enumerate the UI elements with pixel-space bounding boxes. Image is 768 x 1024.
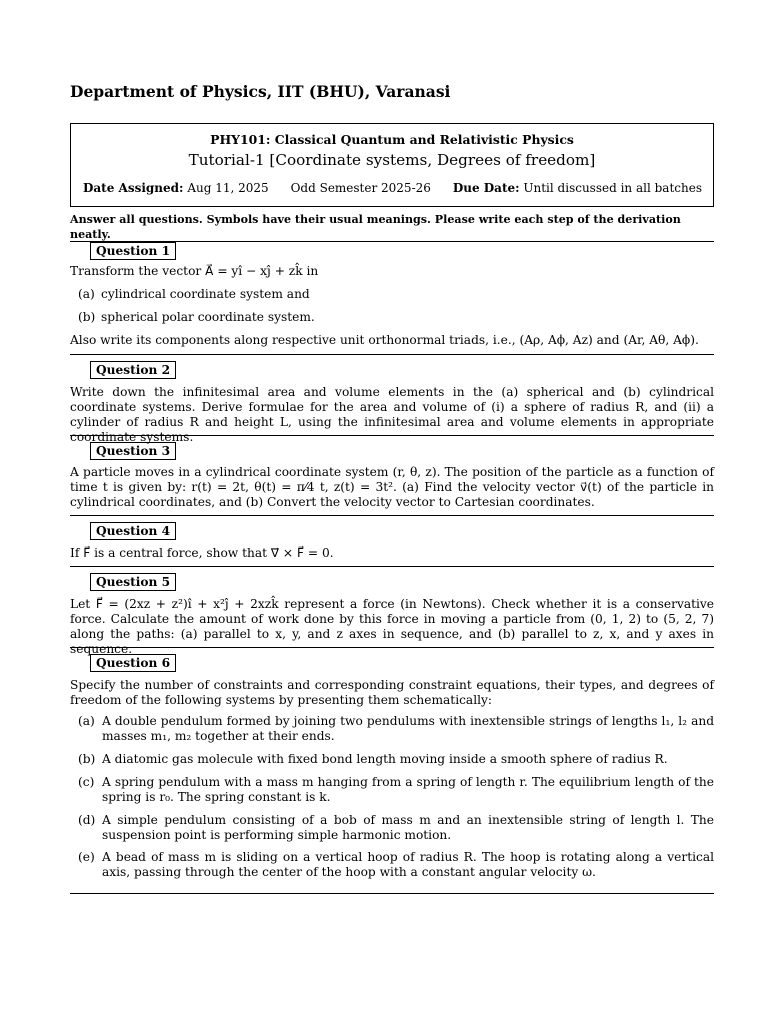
- due-date-value: Until discussed in all batches: [523, 181, 702, 195]
- question-3-label: Question 3: [90, 442, 176, 460]
- item-label: (d): [78, 813, 96, 827]
- course-header-box: [70, 123, 714, 207]
- question-4-text: If F⃗ is a central force, show that ∇⃗ × F⃗ = 0.: [70, 546, 334, 560]
- department-heading: Department of Physics, IIT (BHU), Varanasi: [70, 82, 451, 101]
- date-assigned: [83, 181, 269, 196]
- item-label: (b): [78, 752, 96, 766]
- question-3-text: A particle moves in a cylindrical coordinate system (r, θ, z). The position of the particle as a function of time t is given by: r(t) = 2t, θ(t) = π⁄4 t, z(t) = 3t². (a) Find the velocity vector v⃗(t) of the particle in cylindrical coordinates, and (b) Convert the velocity vector to Cartesian coordinates.: [70, 465, 714, 509]
- question-5-text: Let F⃗ = (2xz + z²)î + x²ĵ + 2xzk̂ represent a force (in Newtons). Check whether it is a conservative force. Calculate the amount of work done by this force in moving a particle from (0, 1, 2) to (5, 2, 7) along the paths: (a) parallel to x, y, and z axes in sequence, and (b) parallel to z, x, and y axes in sequence.: [70, 597, 714, 656]
- question-1-item-b: [78, 310, 315, 325]
- question-5-label: Question 5: [90, 573, 176, 591]
- question-2-text: Write down the infinitesimal area and volume elements in the (a) spherical and (b) cylindrical coordinate systems. Derive formulae for the area and volume of (i) a sphere of radius R, and (ii) a cylinder of radius R and height L, using the infinitesimal area and volume elements in appropriate coordinate systems.: [70, 385, 714, 444]
- item-text: A diatomic gas molecule with fixed bond length moving inside a smooth sphere of radius R.: [102, 752, 668, 766]
- question-1-intro: Transform the vector A⃗ = yî − xĵ + zk̂ in: [70, 264, 319, 278]
- item-label: (b): [78, 310, 96, 324]
- date-assigned-value: Aug 11, 2025: [187, 181, 269, 195]
- due-date: [453, 181, 702, 196]
- item-text: cylindrical coordinate system and: [101, 287, 310, 301]
- divider: [70, 566, 714, 567]
- semester: Odd Semester 2025-26: [290, 181, 431, 195]
- divider: [70, 647, 714, 648]
- course-title: PHY101: Classical Quantum and Relativistic Physics: [210, 132, 574, 147]
- item-text: A double pendulum formed by joining two pendulums with inextensible strings of lengths l₁, l₂ and masses m₁, m₂ together at their ends.: [102, 714, 714, 743]
- dates-row: [83, 181, 702, 196]
- item-label: (c): [78, 775, 95, 789]
- question-1-item-a: [78, 287, 310, 302]
- item-text: A spring pendulum with a mass m hanging from a spring of length r. The equilibrium length of the spring is r₀. The spring constant is k.: [102, 775, 714, 804]
- question-2-label: Question 2: [90, 361, 176, 379]
- item-label: (a): [78, 714, 95, 728]
- question-4-label: Question 4: [90, 522, 176, 540]
- divider: [70, 435, 714, 436]
- due-date-label: Due Date:: [452, 181, 520, 195]
- item-text: A bead of mass m is sliding on a vertical hoop of radius R. The hoop is rotating along a vertical axis, passing through the center of the hoop with a constant angular velocity ω.: [102, 850, 714, 879]
- tutorial-title: Tutorial-1 [Coordinate systems, Degrees of freedom]: [188, 151, 596, 169]
- item-label: (a): [78, 287, 95, 301]
- question-6-intro: Specify the number of constraints and corresponding constraint equations, their types, and degrees of freedom of the following systems by presenting them schematically:: [70, 678, 714, 707]
- date-assigned-label: Date Assigned:: [83, 181, 184, 195]
- question-1-outro: Also write its components along respective unit orthonormal triads, i.e., (Aρ, Aϕ, Az) and (Ar, Aθ, Aϕ).: [70, 333, 699, 347]
- item-text: A simple pendulum consisting of a bob of mass m and an inextensible string of length l. The suspension point is performing simple harmonic motion.: [102, 813, 714, 842]
- instructions: Answer all questions. Symbols have their usual meanings. Please write each step of the derivation neatly.: [70, 213, 681, 241]
- item-label: (e): [78, 850, 95, 864]
- question-6-label: Question 6: [90, 654, 176, 672]
- divider: [70, 515, 714, 516]
- item-text: spherical polar coordinate system.: [101, 310, 315, 324]
- divider: [70, 354, 714, 355]
- question-1-label: Question 1: [90, 242, 176, 260]
- bottom-divider: [70, 893, 714, 894]
